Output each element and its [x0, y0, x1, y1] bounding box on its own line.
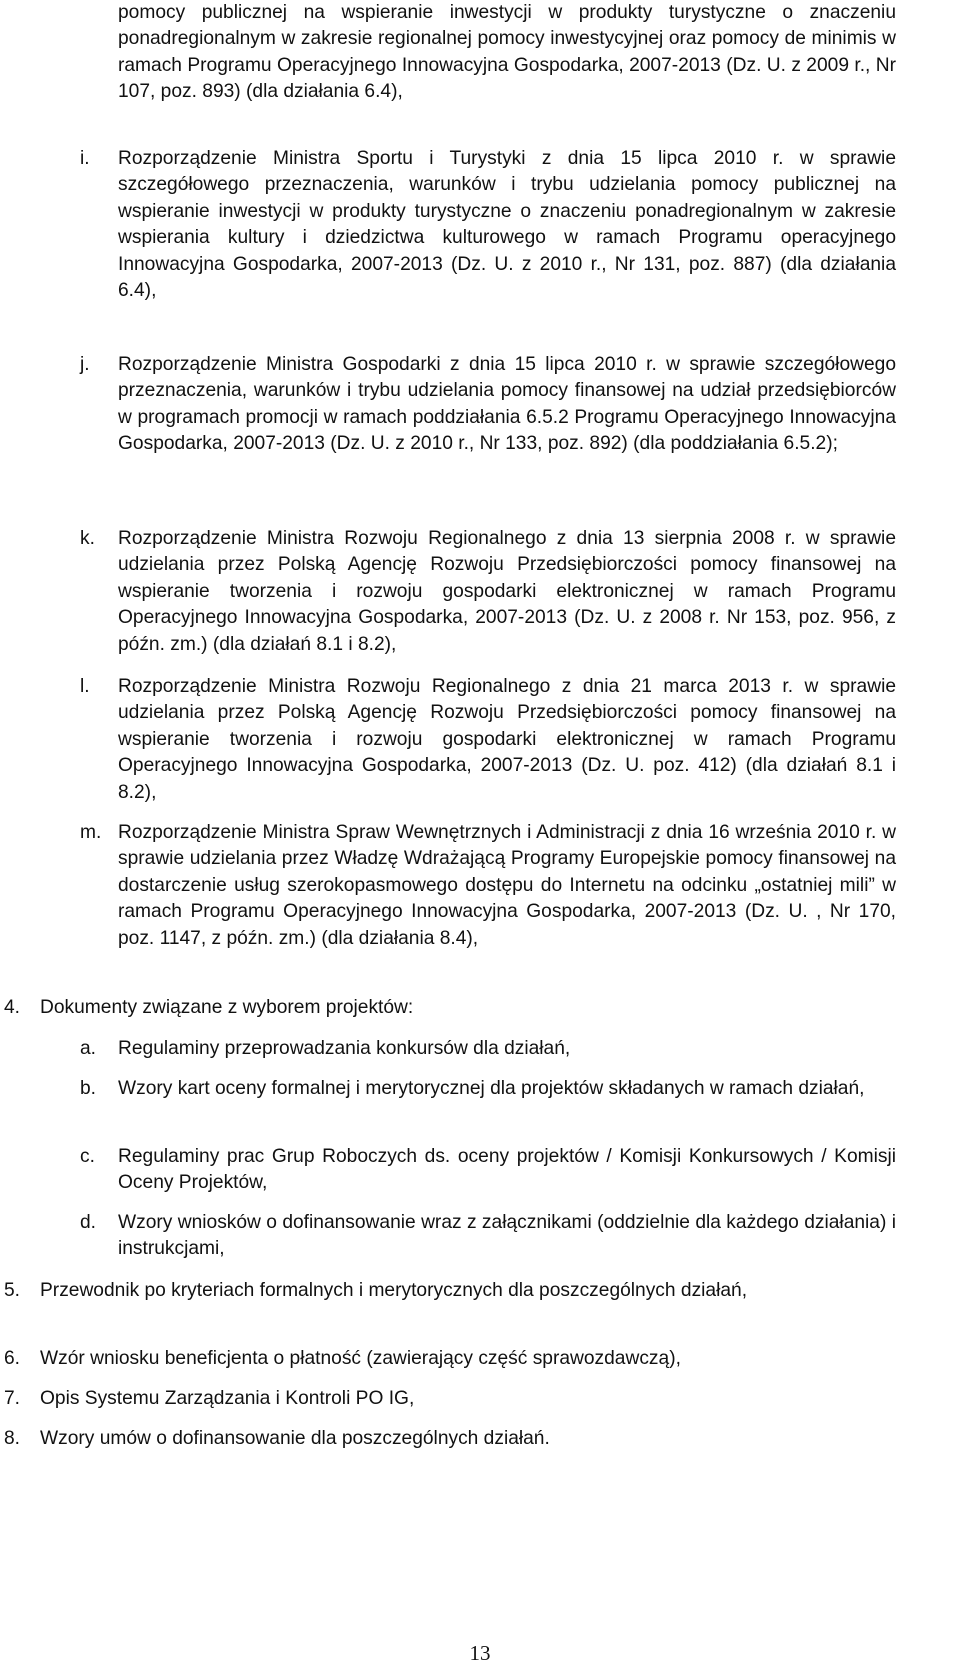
- list-item-text: Przewodnik po kryteriach formalnych i merytorycznych dla poszczególnych działań,: [40, 1280, 748, 1301]
- list-item-text: Opis Systemu Zarządzania i Kontroli PO IG,: [40, 1388, 415, 1409]
- list-item-text: Wzory kart oceny formalnej i merytorycznej dla projektów składanych w ramach działań,: [118, 1078, 865, 1099]
- list-item-text: Rozporządzenie Ministra Gospodarki z dnia 15 lipca 2010 r. w sprawie szczegółowego przeznaczenia, warunków i trybu udzielania pomocy finansowej na udział przedsiębiorców w programach promocji w ramach poddziałania 6.5.2 Programu Operacyjnego Innowacyjna Gospodarka, 2007-2013 (Dz. U. z 2010 r., Nr 133, poz. 892) (dla poddziałania 6.5.2);: [118, 354, 896, 455]
- list-item-text: Rozporządzenie Ministra Rozwoju Regionalnego z dnia 13 sierpnia 2008 r. w sprawie udzielania przez Polską Agencję Rozwoju Przedsiębiorczości pomocy finansowej na wspieranie tworzenia i rozwoju gospodarki elektronicznej w ramach Programu Operacyjnego Innowacyjna Gospodarka, 2007-2013 (Dz. U. z 2008 r. Nr 153, poz. 956, z późn. zm.) (dla działań 8.1 i 8.2),: [118, 528, 896, 655]
- page-number: 13: [469, 1641, 491, 1665]
- list-item-label: l.: [80, 676, 90, 697]
- list-item-text: Wzór wniosku beneficjenta o płatność (zawierający część sprawozdawczą),: [40, 1348, 681, 1369]
- list-item-text: Rozporządzenie Ministra Sportu i Turystyki z dnia 15 lipca 2010 r. w sprawie szczegółowego przeznaczenia, warunków i trybu udzielania pomocy publicznej na wspieranie inwestycji w produkty turystyczne o znaczeniu ponadregionalnym w zakresie wspierania kultury i dziedzictwa kulturowego w ramach Programu operacyjnego Innowacyjna Gospodarka, 2007-2013 (Dz. U. z 2010 r., Nr 131, poz. 887) (dla działania 6.4),: [118, 148, 896, 302]
- list-item-label: b.: [80, 1078, 97, 1099]
- list-item-label: j.: [80, 354, 90, 375]
- list-item-label: 4.: [4, 997, 21, 1018]
- list-item-text: Regulaminy prac Grup Roboczych ds. oceny projektów / Komisji Konkursowych / Komisji Oceny Projektów,: [118, 1146, 896, 1194]
- list-item-label: i.: [80, 148, 90, 169]
- list-item-label: k.: [80, 528, 95, 549]
- list-item-label: 7.: [4, 1388, 21, 1409]
- list-item-text: Regulaminy przeprowadzania konkursów dla działań,: [118, 1038, 571, 1059]
- list-item-text: Wzory umów o dofinansowanie dla poszczególnych działań.: [40, 1428, 550, 1449]
- list-item-label: 8.: [4, 1428, 21, 1449]
- list-item-text: pomocy publicznej na wspieranie inwestycji w produkty turystyczne o znaczeniu ponadregionalnym w zakresie regionalnej pomocy inwestycyjnej oraz pomocy de minimis w ramach Programu Operacyjnego Innowacyjna Gospodarka, 2007-2013 (Dz. U. z 2009 r., Nr 107, poz. 893) (dla działania 6.4),: [118, 2, 896, 103]
- list-item-label: c.: [80, 1146, 95, 1167]
- list-item-label: 6.: [4, 1348, 21, 1369]
- list-item-text: Rozporządzenie Ministra Rozwoju Regionalnego z dnia 21 marca 2013 r. w sprawie udzielania przez Polską Agencję Rozwoju Przedsiębiorczości pomocy finansowej na wspieranie tworzenia i rozwoju gospodarki elektronicznej w ramach Programu Operacyjnego Innowacyjna Gospodarka, 2007-2013 (Dz. U. poz. 412) (dla działań 8.1 i 8.2),: [118, 676, 896, 803]
- list-item-label: m.: [80, 822, 102, 843]
- list-item-text: Wzory wniosków o dofinansowanie wraz z załącznikami (oddzielnie dla każdego działania) i instrukcjami,: [118, 1212, 896, 1260]
- list-item-label: 5.: [4, 1280, 21, 1301]
- list-item-label: d.: [80, 1212, 97, 1233]
- list-item-label: a.: [80, 1038, 97, 1059]
- list-item-text: Dokumenty związane z wyborem projektów:: [40, 997, 414, 1018]
- list-item-text: Rozporządzenie Ministra Spraw Wewnętrznych i Administracji z dnia 16 września 2010 r. w sprawie udzielania przez Władzę Wdrażającą Programy Europejskie pomocy finansowej na dostarczenie usług szerokopasmowego dostępu do Internetu na odcinku „ostatniej mili” w ramach Programu Operacyjnego Innowacyjna Gospodarka, 2007-2013 (Dz. U. , Nr 170, poz. 1147, z późn. zm.) (dla działania 8.4),: [118, 822, 896, 949]
